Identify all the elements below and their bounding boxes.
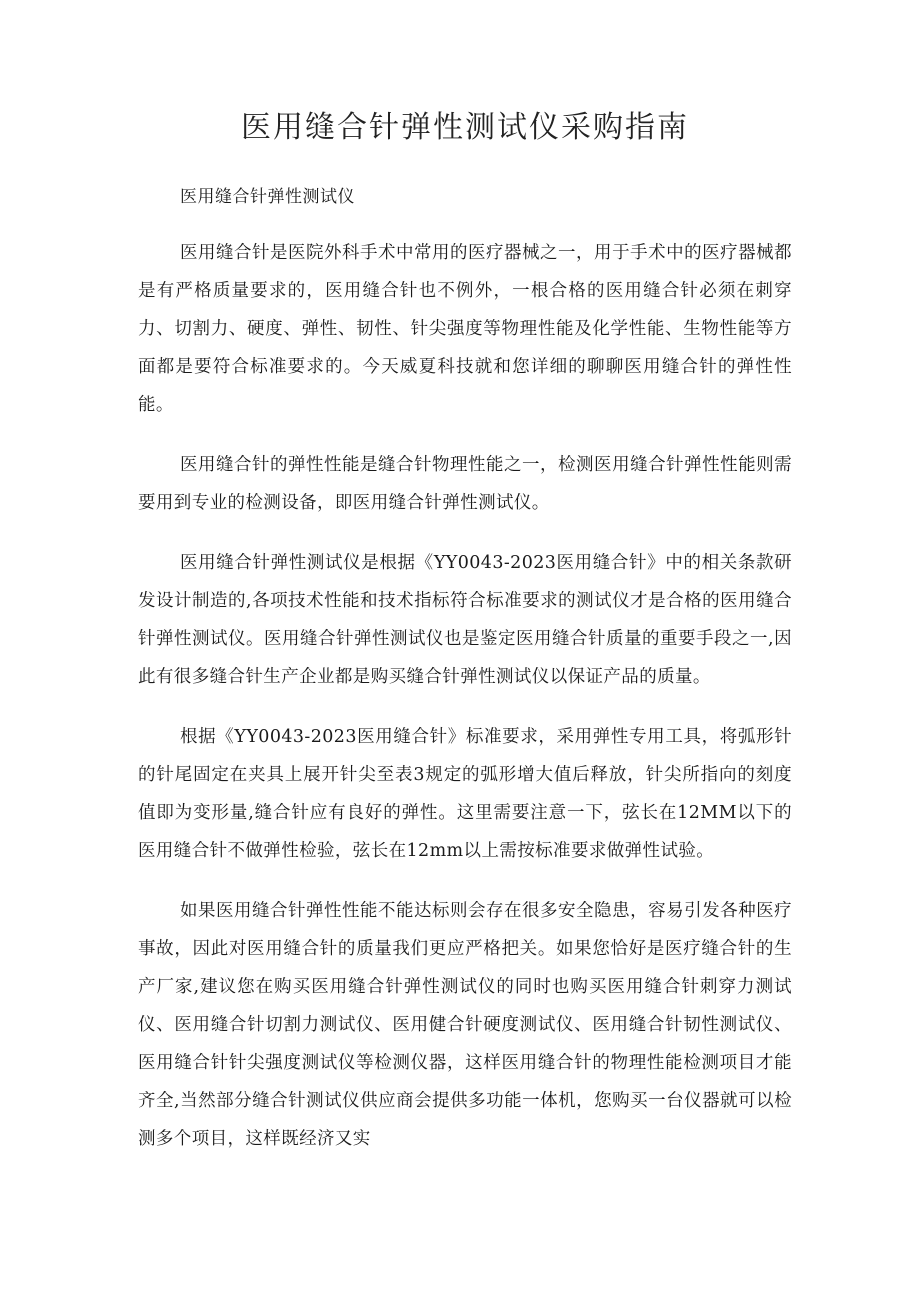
document-title: 医用缝合针弹性测试仪采购指南	[241, 110, 689, 145]
paragraph-elasticity: 医用缝合针的弹性性能是缝合针物理性能之一，检测医用缝合针弹性性能则需要用到专业的检测设备，即医用缝合针弹性测试仪。	[138, 455, 792, 513]
paragraph-intro: 医用缝合针是医院外科手术中常用的医疗器械之一，用于手术中的医疗器械都是有严格质量要求的，医用缝合针也不例外，一根合格的医用缝合针必须在刺穿力、切割力、硬度、弹性、韧性、针尖强度等物理性能及化学性能、生物性能等方面都是要符合标准要求的。今天威夏科技就和您详细的聊聊医用缝合针的弹性性能。	[138, 243, 792, 415]
paragraph-recommendation: 如果医用缝合针弹性性能不能达标则会存在很多安全隐患，容易引发各种医疗事故，因此对医用缝合针的质量我们更应严格把关。如果您恰好是医疗缝合针的生产厂家,建议您在购买医用缝合针弹性测试仪的同时也购买医用缝合针刺穿力测试仪、医用缝合针切割力测试仪、医用健合针硬度测试仪、医用缝合针韧性测试仪、医用缝合针针尖强度测试仪等检测仪器，这样医用缝合针的物理性能检测项目才能齐全,当然部分缝合针测试仪供应商会提供多功能一体机，您购买一台仪器就可以检测多个项目，这样既经济又实	[138, 901, 792, 1149]
paragraph-standard: 医用缝合针弹性测试仪是根据《YY0043-2023医用缝合针》中的相关条款研发设计制造的,各项技术性能和技术指标符合标准要求的测试仪才是合格的医用缝合针弹性测试仪。医用缝合针弹性测试仪也是鉴定医用缝合针质量的重要手段之一,因此有很多缝合针生产企业都是购买缝合针弹性测试仪以保证产品的质量。	[138, 553, 792, 687]
document-subtitle: 医用缝合针弹性测试仪	[180, 187, 355, 207]
paragraph-test-method: 根据《YY0043-2023医用缝合针》标准要求，采用弹性专用工具，将弧形针的针尾固定在夹具上展开针尖至表3规定的弧形增大值后释放，针尖所指向的刻度值即为变形量,缝合针应有良好的弹性。这里需要注意一下，弦长在12MM以下的医用缝合针不做弹性检验，弦长在12mm以上需按标准要求做弹性试验。	[138, 727, 792, 861]
